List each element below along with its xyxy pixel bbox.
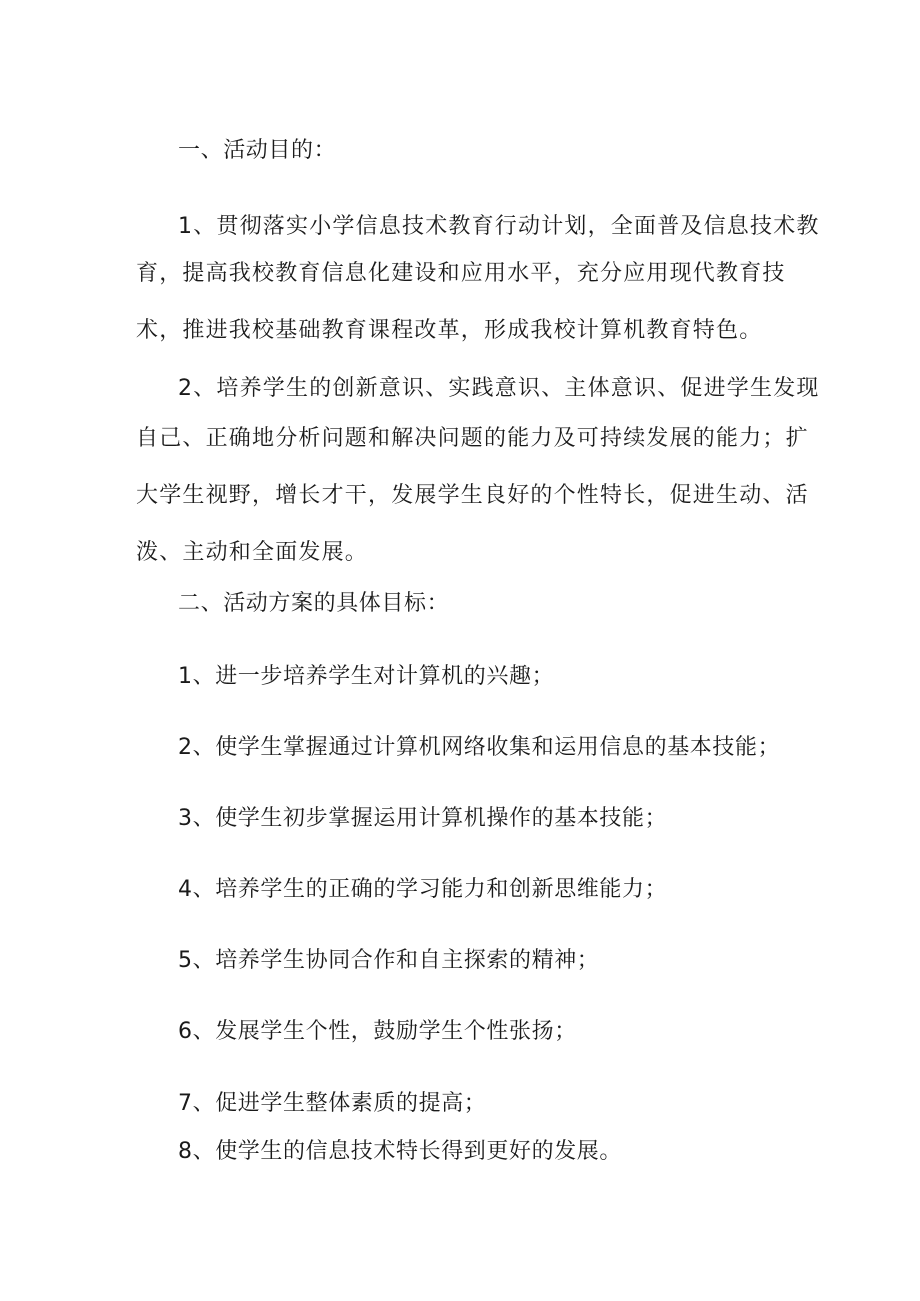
section2-heading: 二、活动方案的具体目标： (178, 591, 450, 616)
section2-item: 8、使学生的信息技术特长得到更好的发展。 (178, 1139, 622, 1164)
paragraph-line: 大学生视野，增长才干，发展学生良好的个性特长，促进生动、活 (136, 483, 809, 508)
paragraph-line: 育，提高我校教育信息化建设和应用水平，充分应用现代教育技 (136, 261, 786, 286)
section2-item: 3、使学生初步掌握运用计算机操作的基本技能； (178, 806, 668, 831)
paragraph-line: 2、培养学生的创新意识、实践意识、主体意识、促进学生发现 (178, 376, 820, 401)
section2-item: 7、促进学生整体素质的提高； (178, 1091, 487, 1116)
paragraph-line: 术，推进我校基础教育课程改革，形成我校计算机教育特色。 (136, 318, 763, 343)
section2-item: 2、使学生掌握通过计算机网络收集和运用信息的基本技能； (178, 735, 781, 760)
section2-item: 6、发展学生个性，鼓励学生个性张扬； (178, 1019, 577, 1044)
paragraph-line: 自己、正确地分析问题和解决问题的能力及可持续发展的能力；扩 (136, 426, 809, 451)
section1-heading: 一、活动目的： (178, 138, 337, 163)
section1-item1-body (136, 245, 786, 359)
section2-item: 1、进一步培养学生对计算机的兴趣； (178, 664, 555, 689)
section2-item: 4、培养学生的正确的学习能力和创新思维能力； (178, 877, 668, 902)
paragraph-line: 泼、主动和全面发展。 (136, 540, 369, 565)
section1-item2-body (136, 410, 809, 581)
section1-item2-first-line (178, 360, 820, 417)
section2-item: 5、培养学生协同合作和自主探索的精神； (178, 948, 600, 973)
paragraph-line: 1、贯彻落实小学信息技术教育行动计划，全面普及信息技术教 (178, 214, 820, 239)
